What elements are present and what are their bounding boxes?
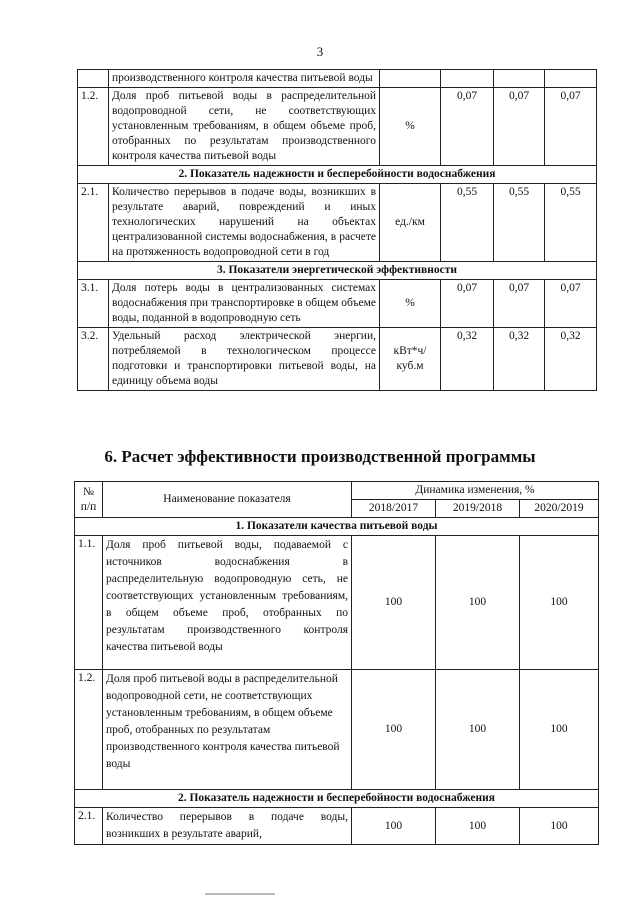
table-row	[78, 184, 597, 262]
indicator-text: Доля проб питьевой воды, подаваемой с источников водоснабжения в распределительную водопроводную сеть, не соответствующих установленным требованиям, в общем объеме проб, отобранных по результатам производственного контроля качества питьевой воды	[103, 536, 352, 670]
table-row	[75, 670, 599, 790]
value-cell	[441, 70, 494, 88]
value-cell: 100	[436, 536, 520, 670]
indicator-text: Доля проб питьевой воды в распределительной водопроводной сети, не соответствующих установленным требованиям, в общем объеме проб, отобранных по результатам производственного контроля качества питьевой воды	[103, 670, 352, 790]
value-cell: 100	[436, 808, 520, 845]
section-title: 1. Показатели качества питьевой воды	[75, 518, 599, 536]
unit-cell: %	[380, 88, 441, 166]
value-cell: 0,07	[545, 88, 597, 166]
year-header: 2020/2019	[520, 500, 599, 518]
value-cell	[545, 70, 597, 88]
indicator-text: Количество перерывов в подаче воды, возникших в результате аварий,	[103, 808, 352, 845]
value-cell: 0,55	[545, 184, 597, 262]
value-cell: 0,55	[441, 184, 494, 262]
year-header: 2019/2018	[436, 500, 520, 518]
scan-artifact	[205, 893, 275, 895]
unit-cell: кВт*ч/ куб.м	[380, 328, 441, 391]
indicator-text: Удельный расход электрической энергии, потребляемой в технологическом процессе подготовки и транспортировки питьевой воды, на единицу объема воды	[109, 328, 380, 391]
row-number: 1.1.	[75, 536, 103, 670]
section-row	[75, 790, 599, 808]
indicator-text: Доля потерь воды в централизованных системах водоснабжения при транспортировке в общем объеме воды, поданной в водопроводную сеть	[109, 280, 380, 328]
row-number: 3.1.	[78, 280, 109, 328]
row-number: 1.2.	[78, 88, 109, 166]
section-title: 3. Показатели энергетической эффективности	[78, 262, 597, 280]
efficiency-table	[74, 481, 599, 845]
indicator-text: Количество перерывов в подаче воды, возникших в результате аварий, повреждений и иных технологических нарушений на объектах централизованной системы водоснабжения, в расчете на протяженность водопроводной сети в год	[109, 184, 380, 262]
value-cell: 100	[436, 670, 520, 790]
unit-cell: %	[380, 280, 441, 328]
section-row	[78, 166, 597, 184]
row-number: 2.1.	[78, 184, 109, 262]
table-row	[75, 536, 599, 670]
value-cell: 0,07	[441, 280, 494, 328]
col-name-header: Наименование показателя	[103, 482, 352, 518]
section-title: 2. Показатель надежности и бесперебойности водоснабжения	[75, 790, 599, 808]
section-row	[78, 262, 597, 280]
col-num-bottom: п/п	[80, 500, 97, 513]
year-header: 2018/2017	[352, 500, 436, 518]
value-cell: 0,07	[494, 88, 545, 166]
header-row	[75, 482, 599, 500]
value-cell: 0,32	[441, 328, 494, 391]
value-cell: 100	[352, 670, 436, 790]
section-heading: 6. Расчет эффективности производственной программы	[104, 447, 536, 466]
value-cell: 100	[352, 808, 436, 845]
value-cell: 0,32	[545, 328, 597, 391]
col-dynamics-header: Динамика изменения, %	[352, 482, 599, 500]
row-number: 1.2.	[75, 670, 103, 790]
value-cell: 0,07	[494, 280, 545, 328]
section-row	[75, 518, 599, 536]
table-row	[75, 808, 599, 845]
value-cell: 100	[520, 670, 599, 790]
value-cell: 100	[520, 808, 599, 845]
row-number: 3.2.	[78, 328, 109, 391]
table-row	[78, 280, 597, 328]
col-num-header	[75, 482, 103, 518]
section-title: 2. Показатель надежности и бесперебойности водоснабжения	[78, 166, 597, 184]
table-row	[78, 88, 597, 166]
value-cell: 0,07	[545, 280, 597, 328]
indicators-table	[77, 69, 597, 391]
value-cell: 0,55	[494, 184, 545, 262]
value-cell: 0,32	[494, 328, 545, 391]
unit-cell: ед./км	[380, 184, 441, 262]
unit-cell	[380, 70, 441, 88]
row-number: 2.1.	[75, 808, 103, 845]
table-row	[78, 70, 597, 88]
indicator-text: Доля проб питьевой воды в распределительной водопроводной сети, не соответствующих установленным требованиям, в общем объеме проб, отобранных по результатам производственного контроля качества питьевой воды	[109, 88, 380, 166]
value-cell: 100	[352, 536, 436, 670]
col-num-top: №	[83, 485, 94, 498]
value-cell	[494, 70, 545, 88]
row-number	[78, 70, 109, 88]
indicator-text: производственного контроля качества питьевой воды	[109, 70, 380, 88]
value-cell: 0,07	[441, 88, 494, 166]
page-number: 3	[316, 44, 324, 59]
table-row	[78, 328, 597, 391]
value-cell: 100	[520, 536, 599, 670]
